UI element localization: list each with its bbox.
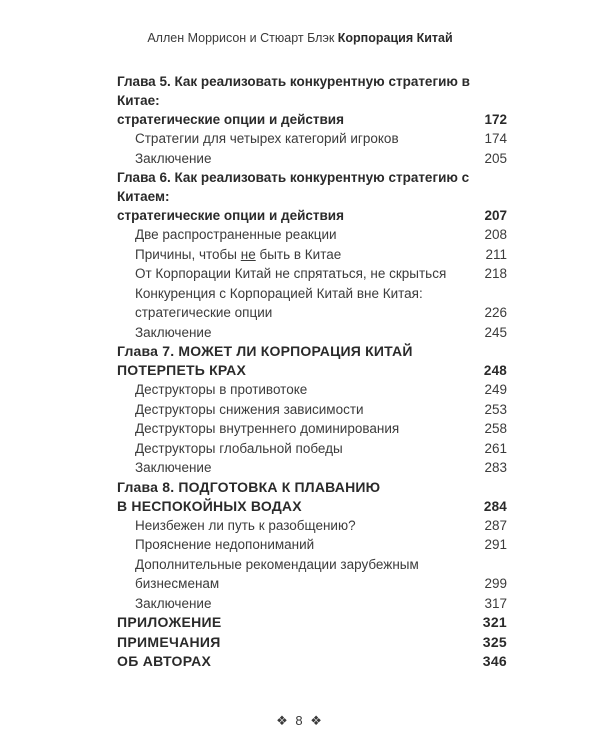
toc-chapter-5[interactable] [117,72,507,129]
section-title: Заключение [135,324,212,340]
toc-section[interactable] [117,380,507,400]
toc-section[interactable] [117,419,507,439]
section-title-underlined: не [240,246,256,262]
section-page: 249 [484,382,507,397]
section-title: Заключение [135,150,212,166]
toc-section[interactable] [117,516,507,536]
toc-section[interactable] [117,555,507,594]
section-page: 211 [485,246,507,262]
chapter-6-title-line1: Глава 6. Как реализовать конкурентную стратегию с Китаем: [117,170,470,204]
notes-title: ПРИМЕЧАНИЯ [117,633,221,650]
appendix-page: 321 [482,614,507,630]
section-page: 253 [484,401,507,417]
about-authors-page: 346 [482,653,507,669]
chapter-7-title-line2: ПОТЕРПЕТЬ КРАХ [117,362,246,378]
section-title: Заключение [135,460,212,475]
toc-chapter-7[interactable] [117,342,507,380]
toc-section[interactable] [117,149,507,169]
toc-section[interactable] [117,400,507,420]
toc-section[interactable] [117,439,507,459]
toc-section[interactable] [117,594,507,614]
page-number: 8 [295,713,305,728]
section-title: Прояснение недопониманий [135,537,315,552]
chapter-5-page: 172 [484,112,507,127]
section-title: Деструкторы глобальной победы [135,440,343,456]
toc-section[interactable] [117,323,507,343]
table-of-contents [117,72,507,672]
about-authors-title: ОБ АВТОРАХ [117,653,212,669]
section-title-line2: стратегические опции [135,305,273,320]
toc-notes[interactable] [117,633,507,653]
section-title: Деструкторы в противотоке [135,382,308,397]
page-footer [0,713,600,729]
section-title-part: Причины, чтобы [135,246,241,262]
toc-section[interactable] [117,264,507,284]
toc-about-authors[interactable] [117,652,507,672]
running-header [0,31,600,45]
toc-section[interactable] [117,129,507,149]
chapter-6-page: 207 [484,208,507,223]
section-title: От Корпорации Китай не спрятаться, не скрыться [135,266,447,281]
section-title-line1: Конкуренция с Корпорацией Китай вне Китая: [135,285,423,301]
toc-section[interactable] [117,458,507,478]
section-page: 245 [484,324,507,340]
section-title-part: быть в Китае [255,246,342,262]
notes-page: 325 [482,633,507,650]
header-book-title: Корпорация Китай [337,31,453,45]
section-title: Две распространенные реакции [135,227,337,242]
section-title: Заключение [135,595,212,611]
toc-appendix[interactable] [117,613,507,633]
section-title: Дополнительные рекомендации зарубежным бизнесменам [135,556,419,591]
section-page: 205 [484,150,507,166]
toc-section[interactable] [117,225,507,245]
section-page: 317 [484,595,507,611]
section-page: 291 [484,537,507,552]
section-page: 258 [484,421,507,436]
chapter-6-title-line2: стратегические опции и действия [117,208,344,223]
section-page: 218 [484,266,507,281]
section-title: Деструкторы снижения зависимости [135,401,364,417]
chapter-7-title-line1: Глава 7. МОЖЕТ ЛИ КОРПОРАЦИЯ КИТАЙ [117,343,413,359]
chapter-5-title-line2: стратегические опции и действия [117,112,344,127]
section-page: 287 [484,517,507,533]
toc-section[interactable] [117,245,507,265]
section-title [135,245,479,265]
section-title: Стратегии для четырех категорий игроков [135,131,399,146]
section-title: Неизбежен ли путь к разобщению? [135,517,356,533]
ornament-right-icon: ❖ [310,713,324,728]
section-page: 174 [484,131,507,146]
section-page: 226 [484,305,507,320]
chapter-8-title-line2: В НЕСПОКОЙНЫХ ВОДАХ [117,497,302,514]
section-title: Деструкторы внутреннего доминирования [135,421,400,436]
section-page: 299 [484,576,507,591]
toc-section[interactable] [117,535,507,555]
section-page: 208 [484,227,507,242]
toc-section[interactable] [117,284,507,323]
section-page: 283 [484,460,507,475]
appendix-title: ПРИЛОЖЕНИЕ [117,614,222,630]
toc-chapter-6[interactable] [117,168,507,225]
section-page: 261 [484,440,507,456]
chapter-8-title-line1: Глава 8. ПОДГОТОВКА К ПЛАВАНИЮ [117,478,381,495]
chapter-5-title-line1: Глава 5. Как реализовать конкурентную стратегию в Китае: [117,74,470,108]
toc-chapter-8[interactable] [117,478,507,516]
ornament-left-icon: ❖ [276,713,290,728]
chapter-8-page: 284 [483,498,507,514]
header-authors: Аллен Моррисон и Стюарт Блэк [147,31,335,45]
chapter-7-page: 248 [483,363,507,378]
